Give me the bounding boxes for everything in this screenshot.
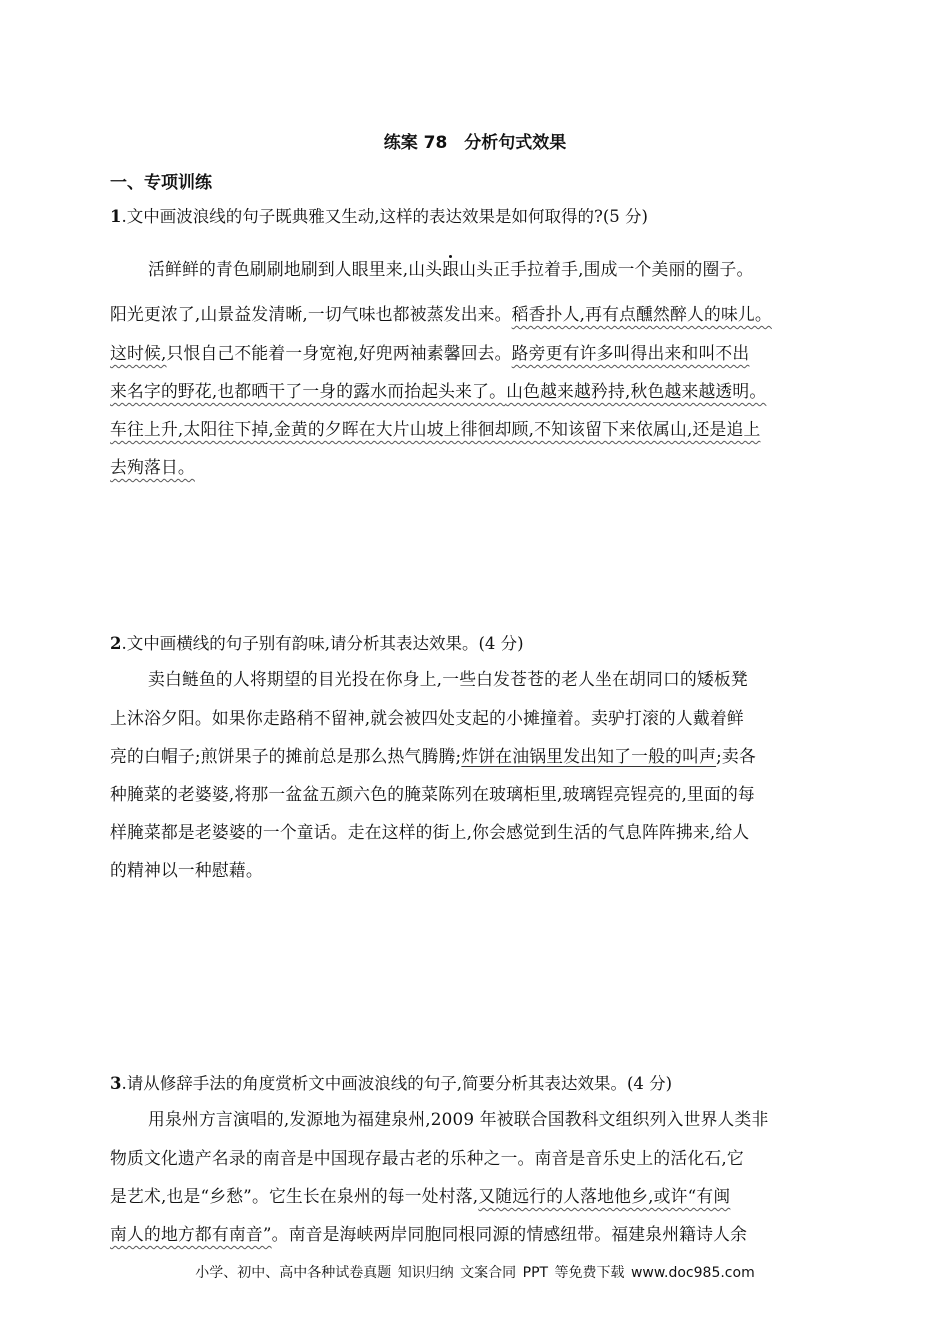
question-1-text: .文中画波浪线的句子既典雅又生动,这样的表达效果是如何取得的?(5 分) (121, 207, 648, 226)
q1-passage-line-2: 阳光更浓了,山景益发清晰,一切气味也都被蒸发出来。稻香扑人,再有点醺然醉人的味儿。 (110, 304, 772, 324)
question-2 (110, 630, 524, 654)
question-3 (110, 1070, 672, 1094)
q1-passage-line-1: 活鲜鲜的青色刷刷地刷到人眼里来,山头跟山头正手拉着手,围成一个美丽的圈子。 (148, 259, 754, 279)
q1-passage-line-3: 这时候,只恨自己不能着一身宽袍,好兜两袖素馨回去。路旁更有许多叫得出来和叫不出 (110, 343, 750, 363)
wavy-underlined-text: 又随远行的人落地他乡,或许“有闽 (478, 1186, 731, 1206)
wavy-underlined-text: 稻香扑人,再有点醺然醉人的味儿。 (511, 304, 772, 324)
wavy-underlined-text: 去殉落日。 (110, 457, 195, 477)
q3-passage-line-1: 用泉州方言演唱的,发源地为福建泉州,2009 年被联合国教科文组织列入世界人类非 (148, 1109, 769, 1129)
wavy-underlined-text: 车往上升,太阳往下掉,金黄的夕晖在大片山坡上徘徊却顾,不知该留下来依属山,还是追上 (110, 419, 761, 439)
q2-passage-line-5: 样腌菜都是老婆婆的一个童话。走在这样的街上,你会感觉到生活的气息阵阵拂来,给人 (110, 822, 750, 842)
q2-passage-line-4: 种腌菜的老婆婆,将那一盆盆五颜六色的腌菜陈列在玻璃柜里,玻璃锃亮锃亮的,里面的每 (110, 784, 755, 804)
q1-passage-line-4 (110, 378, 766, 402)
question-3-number: 3 (110, 1074, 122, 1093)
page-title: 练案 78 分析句式效果 (383, 133, 567, 153)
q3-passage-line-4: 南人的地方都有南音”。南音是海峡两岸同胞同根同源的情感纽带。福建泉州籍诗人余 (110, 1224, 748, 1244)
page-footer: 小学、初中、高中各种试卷真题 知识归纳 文案合同 PPT 等免费下载 www.doc985.com (195, 1265, 755, 1281)
q1-passage-line-5 (110, 416, 760, 440)
wavy-underlined-text: 路旁更有许多叫得出来和叫不出 (511, 343, 750, 363)
emphasis-dot-char: 跟 (442, 259, 460, 279)
q2-passage-line-2: 上沐浴夕阳。如果你走路稍不留神,就会被四处支起的小摊撞着。卖驴打滚的人戴着鲜 (110, 708, 744, 728)
q2-passage-line-6: 的精神以一种慰藉。 (110, 860, 263, 880)
q3-passage-line-2: 物质文化遗产名录的南音是中国现存最古老的乐种之一。南音是音乐史上的活化石,它 (110, 1148, 744, 1168)
question-2-text: .文中画横线的句子别有韵味,请分析其表达效果。(4 分) (121, 634, 524, 653)
q2-passage-line-3: 亮的白帽子;煎饼果子的摊前总是那么热气腾腾;炸饼在油锅里发出知了一般的叫声;卖各 (110, 746, 756, 766)
wavy-underlined-text: 来名字的野花,也都晒干了一身的露水而抬起头来了。 (110, 381, 507, 401)
question-2-number: 2 (110, 634, 122, 653)
question-3-text: .请从修辞手法的角度赏析文中画波浪线的句子,简要分析其表达效果。(4 分) (121, 1074, 673, 1093)
q1-passage-line-6 (110, 454, 195, 478)
question-1-number: 1 (110, 207, 122, 226)
wavy-underlined-text: 这时候, (110, 343, 167, 363)
q2-passage-line-1: 卖白鲢鱼的人将期望的目光投在你身上,一些白发苍苍的老人坐在胡同口的矮板凳 (148, 669, 748, 689)
wavy-underlined-text: 南人的地方都有南音” (110, 1224, 272, 1244)
section-heading: 一、专项训练 (110, 173, 212, 193)
straight-underlined-text: 炸饼在油锅里发出知了一般的叫声 (461, 746, 717, 766)
question-1 (110, 203, 648, 227)
q3-passage-line-3: 是艺术,也是“乡愁”。它生长在泉州的每一处村落,又随远行的人落地他乡,或许“有闽 (110, 1186, 731, 1206)
wavy-underlined-text: 山色越来越矜持,秋色越来越透明。 (506, 381, 767, 401)
